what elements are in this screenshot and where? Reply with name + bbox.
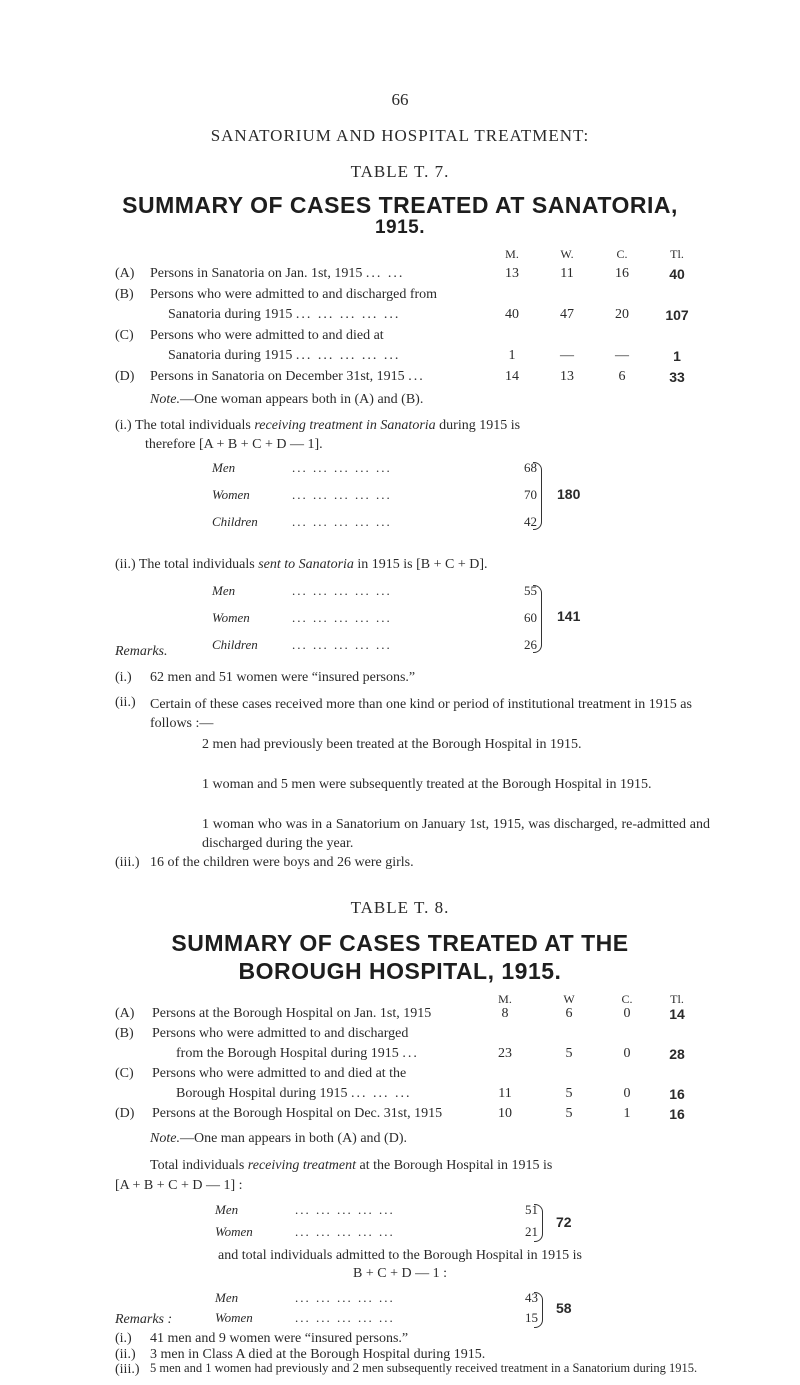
- cell-total: 40: [669, 266, 685, 282]
- brace: [534, 1292, 543, 1328]
- remark-key: (iii.): [115, 1362, 140, 1377]
- cell-women: —: [560, 348, 574, 363]
- cell-total: 16: [669, 1086, 685, 1102]
- remark-key: (ii.): [115, 1347, 136, 1362]
- table8-para1-line2: [A + B + C + D — 1] :: [115, 1178, 243, 1193]
- page-number: 66: [391, 90, 409, 109]
- leader-dots: ... ... ... ... ...: [292, 610, 392, 625]
- row-text: Persons who were admitted to and died at the: [152, 1066, 407, 1081]
- group-item-value: 68: [524, 460, 537, 475]
- group-item-label: Men: [215, 1290, 239, 1305]
- cell-total: 28: [669, 1046, 685, 1062]
- group-item-value: 60: [524, 610, 537, 625]
- row-key: (B): [115, 1026, 134, 1041]
- cell-children: 0: [623, 1086, 631, 1101]
- row-text: Persons in Sanatoria on December 31st, 1915 ...: [150, 369, 425, 384]
- cell-children: 0: [623, 1046, 631, 1061]
- row-key: (C): [115, 1066, 134, 1081]
- cell-men: 1: [508, 348, 516, 363]
- row-key: (D): [115, 369, 135, 384]
- cell-women: 5: [565, 1086, 573, 1101]
- table7-title-line2: 1915.: [374, 217, 426, 238]
- row-key: (D): [115, 1106, 135, 1121]
- row-text: Persons who were admitted to and discharged from: [150, 287, 438, 302]
- remark-key: (i.): [115, 670, 132, 685]
- group-item-value: 21: [525, 1224, 538, 1239]
- remark-text: 1 woman who was in a Sanatorium on January 1st, 1915, was discharged, re-admitted and discharged during the year.: [202, 817, 710, 851]
- cell-children: 20: [615, 307, 629, 322]
- leader-dots: ... ... ... ... ...: [295, 1290, 395, 1305]
- group-total: 141: [557, 608, 581, 624]
- group-item-value: 51: [525, 1202, 538, 1217]
- header-total: Tl.: [670, 247, 684, 261]
- cell-women: 5: [565, 1106, 573, 1121]
- table8-para2: and total individuals admitted to the Borough Hospital in 1915 is: [218, 1248, 582, 1263]
- row-text: Persons who were admitted to and died at: [150, 328, 384, 343]
- row-key: (B): [115, 287, 134, 302]
- cell-women: 6: [565, 1006, 573, 1021]
- cell-women: 11: [560, 266, 574, 281]
- group-item-label: Women: [212, 610, 250, 625]
- table7-note: Note.—One woman appears both in (A) and (B).: [150, 392, 424, 407]
- remark-key: (ii.): [115, 695, 136, 710]
- row-text: Persons at the Borough Hospital on Jan. 1st, 1915: [152, 1006, 432, 1021]
- section-title: SANATORIUM AND HOSPITAL TREATMENT:: [210, 126, 590, 145]
- group-item-label: Men: [215, 1202, 239, 1217]
- group-total: 72: [556, 1214, 572, 1230]
- brace: [534, 1204, 543, 1242]
- leader-dots: ... ... ... ... ...: [292, 637, 392, 652]
- table8-remarks-label: Remarks :: [115, 1312, 173, 1327]
- cell-total: 14: [669, 1006, 685, 1022]
- table7-label: TABLE T. 7.: [350, 162, 450, 181]
- group-item-value: 70: [524, 487, 537, 502]
- group-item-label: Men: [212, 460, 236, 475]
- remark-text: 1 woman and 5 men were subsequently treated at the Borough Hospital in 1915.: [202, 777, 652, 792]
- row-key: (C): [115, 328, 134, 343]
- cell-children: 1: [623, 1106, 631, 1121]
- table8-group1: [215, 1202, 555, 1252]
- remark-key: (i.): [115, 1331, 132, 1346]
- cell-women: 5: [565, 1046, 573, 1061]
- header-men: M.: [498, 992, 512, 1006]
- row-key: (A): [115, 1006, 135, 1021]
- table7-group2: [212, 583, 572, 663]
- row-text-line2: Sanatoria during 1915 ... ... ... ... ...: [168, 348, 401, 363]
- remark-text: 5 men and 1 women had previously and 2 men subsequently received treatment in a Sanatorium during 1915.: [150, 1361, 698, 1375]
- header-children: C.: [621, 992, 633, 1006]
- group-item-value: 15: [525, 1310, 538, 1325]
- group-item-value: 43: [525, 1290, 538, 1305]
- group-item-value: 55: [524, 583, 537, 598]
- cell-total: 33: [669, 369, 685, 385]
- row-text: Persons at the Borough Hospital on Dec. 31st, 1915: [152, 1106, 443, 1121]
- brace: [533, 585, 542, 653]
- header-women: W.: [560, 247, 574, 261]
- group-total: 58: [556, 1300, 572, 1316]
- row-text: Persons in Sanatoria on Jan. 1st, 1915 ... ...: [150, 266, 405, 281]
- group-total: 180: [557, 486, 581, 502]
- table8-para2-line2: B + C + D — 1 :: [353, 1266, 447, 1281]
- remark-text: 62 men and 51 women were “insured persons.”: [150, 670, 416, 685]
- group-item-label: Men: [212, 583, 236, 598]
- cell-men: 11: [498, 1086, 512, 1101]
- remark-key: (iii.): [115, 855, 140, 870]
- table7-remarks-label: Remarks.: [115, 644, 168, 659]
- table8-note: Note.—One man appears in both (A) and (D).: [150, 1131, 407, 1146]
- remark-text: 16 of the children were boys and 26 were girls.: [150, 855, 414, 870]
- table7-para-ii: (ii.) The total individuals sent to Sanatoria in 1915 is [B + C + D].: [115, 557, 488, 572]
- leader-dots: ... ... ... ... ...: [292, 487, 392, 502]
- brace: [533, 462, 542, 530]
- cell-men: 23: [498, 1046, 512, 1061]
- leader-dots: ... ... ... ... ...: [292, 583, 392, 598]
- cell-children: 16: [615, 266, 629, 281]
- row-text-line2: from the Borough Hospital during 1915 ...: [176, 1046, 419, 1061]
- cell-children: 6: [618, 369, 626, 384]
- group-item-value: 26: [524, 637, 537, 652]
- table8-title-line1: SUMMARY OF CASES TREATED AT THE: [171, 930, 629, 956]
- cell-men: 8: [501, 1006, 509, 1021]
- leader-dots: ... ... ... ... ...: [292, 514, 392, 529]
- cell-total: 107: [665, 307, 689, 323]
- table8-label: TABLE T. 8.: [350, 898, 450, 917]
- remark-text: Certain of these cases received more than one kind or period of institutional treatment in 1915 as follows :—: [150, 697, 692, 731]
- group-item-label: Children: [212, 637, 258, 652]
- header-children: C.: [616, 247, 628, 261]
- table7-para-i-line2: therefore [A + B + C + D — 1].: [145, 437, 323, 452]
- cell-children: 0: [623, 1006, 631, 1021]
- cell-total: 16: [669, 1106, 685, 1122]
- row-text-line2: Borough Hospital during 1915 ... ... ...: [176, 1086, 412, 1101]
- group-item-label: Women: [215, 1224, 253, 1239]
- group-item-label: Children: [212, 514, 258, 529]
- row-text: Persons who were admitted to and discharged: [152, 1026, 409, 1041]
- remark-text: 41 men and 9 women were “insured persons.”: [150, 1331, 409, 1346]
- group-item-label: Women: [212, 487, 250, 502]
- cell-men: 10: [498, 1106, 512, 1121]
- row-key: (A): [115, 266, 135, 281]
- leader-dots: ... ... ... ... ...: [292, 460, 392, 475]
- cell-men: 14: [505, 369, 519, 384]
- cell-total: 1: [673, 348, 681, 364]
- table7-group1: [212, 460, 572, 540]
- cell-men: 13: [505, 266, 519, 281]
- cell-children: —: [615, 348, 629, 363]
- cell-women: 47: [560, 307, 574, 322]
- header-total: Tl.: [670, 992, 684, 1006]
- cell-women: 13: [560, 369, 574, 384]
- remark-text: 3 men in Class A died at the Borough Hospital during 1915.: [150, 1347, 486, 1362]
- table8-title-line2: BOROUGH HOSPITAL, 1915.: [238, 958, 562, 984]
- table7-title-line1: SUMMARY OF CASES TREATED AT SANATORIA,: [122, 192, 678, 218]
- row-text-line2: Sanatoria during 1915 ... ... ... ... ...: [168, 307, 401, 322]
- leader-dots: ... ... ... ... ...: [295, 1224, 395, 1239]
- table7-para-i: (i.) The total individuals receiving treatment in Sanatoria during 1915 is: [115, 418, 521, 433]
- leader-dots: ... ... ... ... ...: [295, 1202, 395, 1217]
- header-men: M.: [505, 247, 519, 261]
- leader-dots: ... ... ... ... ...: [295, 1310, 395, 1325]
- table8-para1: Total individuals receiving treatment at the Borough Hospital in 1915 is: [150, 1158, 553, 1173]
- header-women: W: [563, 992, 575, 1006]
- remark-text: 2 men had previously been treated at the Borough Hospital in 1915.: [202, 737, 582, 752]
- cell-men: 40: [505, 307, 519, 322]
- group-item-value: 42: [524, 514, 537, 529]
- group-item-label: Women: [215, 1310, 253, 1325]
